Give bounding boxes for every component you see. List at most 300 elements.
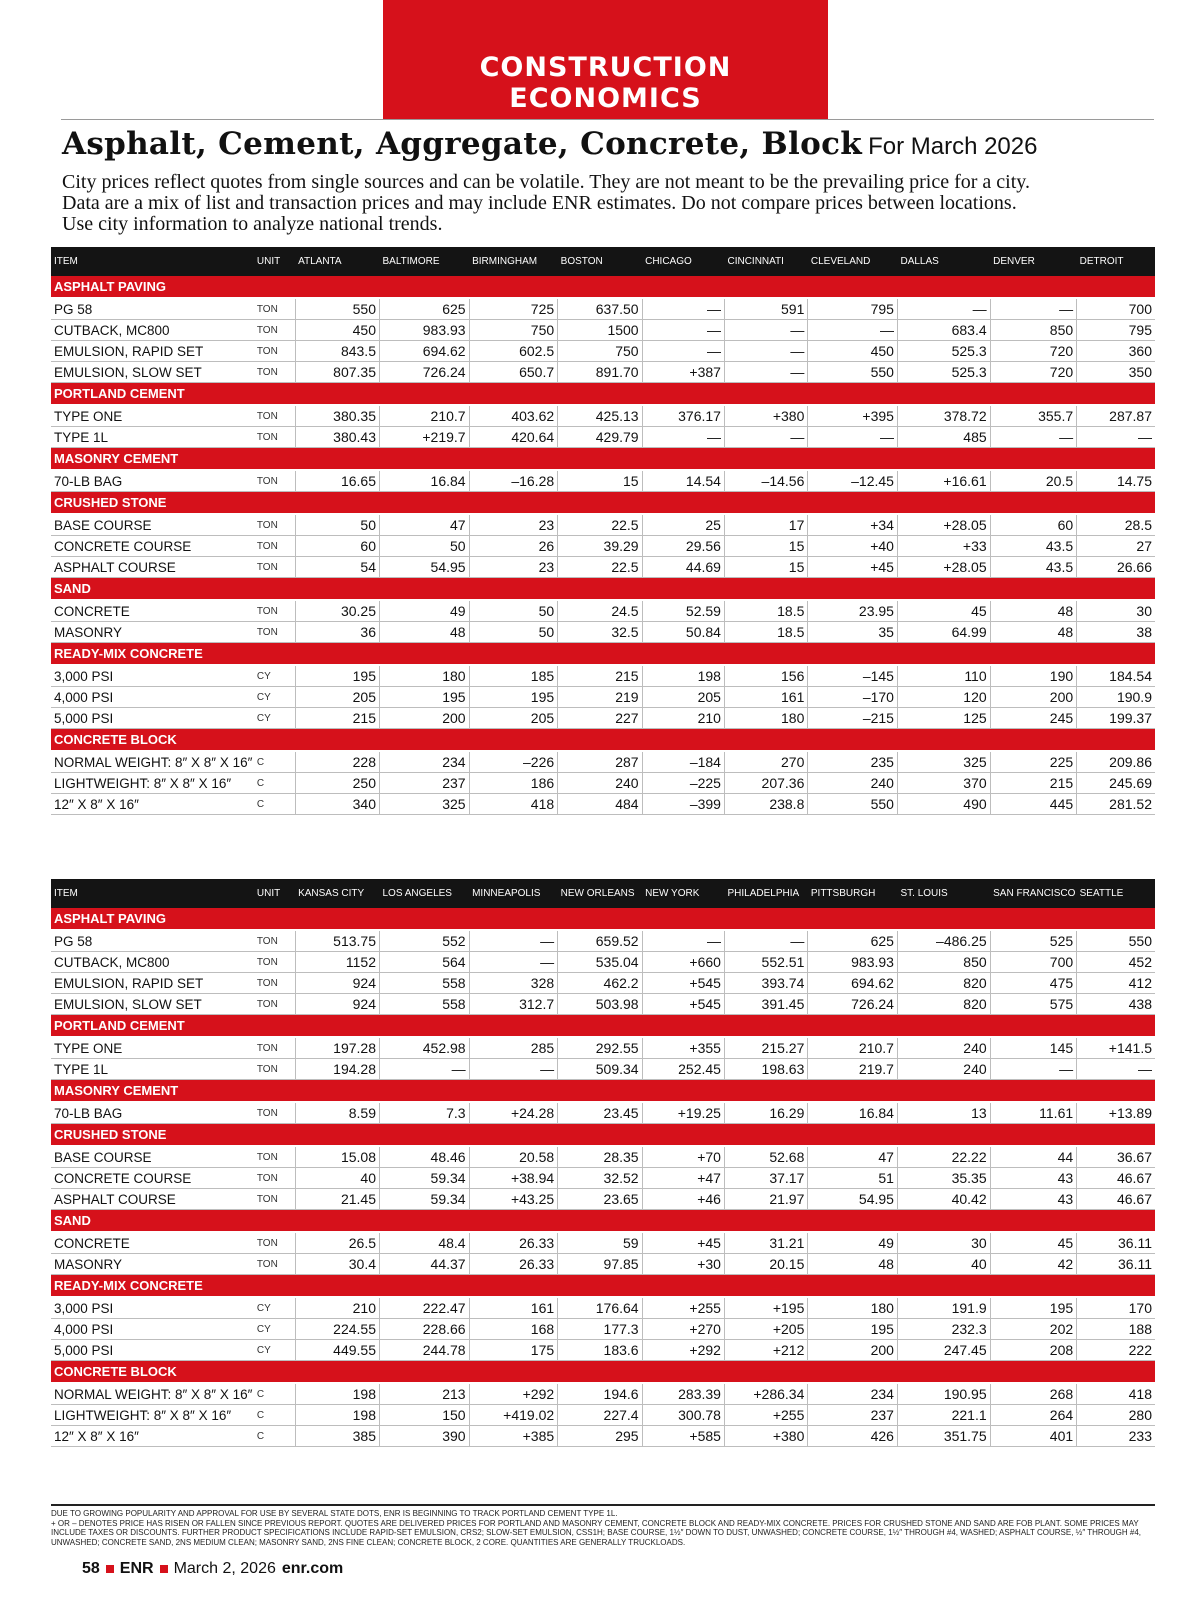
table-row [51,362,1155,383]
section-header-row [51,908,1155,930]
price-cell: 190.95 [897,1383,990,1405]
unit-cell: TON [254,536,295,557]
column-header-city: NEW ORLEANS [558,879,642,908]
price-cell: 44 [990,1146,1077,1168]
price-cell: +380 [724,1426,807,1447]
price-cell: 720 [990,362,1077,383]
price-cell: 48 [808,1254,898,1275]
price-cell: 350 [1077,362,1155,383]
price-cell: 23.65 [558,1189,642,1210]
price-cell: 215 [990,773,1077,794]
price-cell: 452.98 [380,1037,470,1059]
price-cell: — [1077,427,1155,448]
price-cell: 60 [295,536,379,557]
price-cell: 20.58 [469,1146,558,1168]
item-name: CONCRETE COURSE [51,536,254,557]
price-cell: 199.37 [1077,708,1155,729]
brand-name: ENR [119,1560,154,1577]
price-cell: 195 [295,665,379,687]
price-cell: 245.69 [1077,773,1155,794]
item-name: BASE COURSE [51,1146,254,1168]
price-cell: +40 [808,536,898,557]
price-cell: 23.45 [558,1102,642,1124]
price-cell: 370 [897,773,990,794]
price-cell: 15 [724,536,807,557]
price-cell: +387 [642,362,724,383]
price-cell: 420.64 [469,427,558,448]
unit-cell: TON [254,952,295,973]
price-cell: 325 [897,751,990,773]
price-cell: +212 [724,1340,807,1361]
item-name: 4,000 PSI [51,687,254,708]
section-header-row [51,1015,1155,1038]
price-cell: 59 [558,1232,642,1254]
item-name: 5,000 PSI [51,708,254,729]
page-title [62,126,1037,162]
price-cell: 194.6 [558,1383,642,1405]
price-cell: 170 [1077,1297,1155,1319]
column-header-city: KANSAS CITY [295,879,379,908]
price-cell: — [469,930,558,952]
price-cell: 750 [558,341,642,362]
unit-cell: TON [254,600,295,622]
price-cell: 237 [808,1405,898,1426]
column-header-city: BOSTON [558,247,642,276]
section-title: SAND [51,1210,1155,1233]
unit-cell: TON [254,298,295,320]
price-cell: 45 [897,600,990,622]
price-cell: 650.7 [469,362,558,383]
price-cell: +419.02 [469,1405,558,1426]
section-header-row [51,276,1155,298]
price-cell: 50.84 [642,622,724,643]
price-cell: 412 [1077,973,1155,994]
price-cell: 924 [295,973,379,994]
price-table-1 [51,247,1155,815]
price-cell: 207.36 [724,773,807,794]
unit-cell: TON [254,1254,295,1275]
price-cell: –225 [642,773,724,794]
price-cell: 202 [990,1319,1077,1340]
price-cell: 224.55 [295,1319,379,1340]
price-cell: 525.3 [897,362,990,383]
website-link[interactable]: enr.com [281,1560,344,1577]
price-cell: 924 [295,994,379,1015]
price-cell: 48.4 [380,1232,470,1254]
unit-cell: TON [254,1059,295,1080]
table-row [51,1297,1155,1319]
price-cell: –14.56 [724,470,807,492]
price-cell: 227 [558,708,642,729]
item-name: MASONRY [51,622,254,643]
item-name: NORMAL WEIGHT: 8″ X 8″ X 16″ [51,1383,254,1405]
column-header-city: CINCINNATI [724,247,807,276]
price-cell: 52.59 [642,600,724,622]
price-cell: 23 [469,514,558,536]
price-cell: 198.63 [724,1059,807,1080]
price-cell: 550 [808,794,898,815]
price-cell: 198 [295,1383,379,1405]
price-cell: 22.5 [558,557,642,578]
price-cell: 558 [380,994,470,1015]
price-cell: 385 [295,1426,379,1447]
price-cell: +545 [642,994,724,1015]
table-row [51,1059,1155,1080]
price-cell: 200 [380,708,470,729]
table-row [51,427,1155,448]
section-title: READY-MIX CONCRETE [51,643,1155,666]
price-cell: +46 [642,1189,724,1210]
title-date: For March 2026 [868,133,1038,160]
column-header-unit: UNIT [254,247,295,276]
price-cell: 213 [380,1383,470,1405]
issue-date: March 2, 2026 [173,1560,276,1577]
section-header-row [51,1275,1155,1298]
price-cell: 43.5 [990,536,1077,557]
intro-line: Data are a mix of list and transaction prices and may include ENR estimates. Do not compare prices between locations. [62,192,1017,214]
table-row [51,1146,1155,1168]
price-cell: 391.45 [724,994,807,1015]
header-rule [61,119,1154,120]
price-cell: 48 [380,622,470,643]
price-cell: 26.33 [469,1232,558,1254]
section-title: ASPHALT PAVING [51,276,1155,298]
price-cell: 54.95 [808,1189,898,1210]
table-row [51,1319,1155,1340]
price-cell: 64.99 [897,622,990,643]
price-cell: 32.52 [558,1168,642,1189]
price-cell: +219.7 [380,427,470,448]
item-name: ASPHALT COURSE [51,1189,254,1210]
price-cell: +28.05 [897,514,990,536]
unit-cell: CY [254,687,295,708]
price-cell: 637.50 [558,298,642,320]
price-cell: +255 [724,1405,807,1426]
price-cell: 46.67 [1077,1189,1155,1210]
price-cell: 50 [295,514,379,536]
price-cell: 281.52 [1077,794,1155,815]
price-cell: 240 [558,773,642,794]
price-cell: 200 [808,1340,898,1361]
price-cell: +255 [642,1297,724,1319]
table-row [51,557,1155,578]
item-name: MASONRY [51,1254,254,1275]
price-cell: — [897,298,990,320]
intro-line: City prices reflect quotes from single sources and can be volatile. They are not meant to be the prevailing price for a city. [62,171,1030,193]
table-row [51,405,1155,427]
section-title: SAND [51,578,1155,601]
price-cell: 7.3 [380,1102,470,1124]
price-cell: 18.5 [724,600,807,622]
price-cell: 32.5 [558,622,642,643]
price-cell: 450 [808,341,898,362]
price-cell: 228.66 [380,1319,470,1340]
page-footer [82,1560,343,1578]
price-cell: 426 [808,1426,898,1447]
price-cell: 283.39 [642,1383,724,1405]
price-cell: — [724,341,807,362]
price-cell: 418 [469,794,558,815]
price-cell: 820 [897,973,990,994]
price-cell: — [990,298,1077,320]
table-row [51,773,1155,794]
price-cell: +19.25 [642,1102,724,1124]
price-cell: +395 [808,405,898,427]
price-cell: 525 [990,930,1077,952]
unit-cell: TON [254,557,295,578]
price-cell: 36.67 [1077,1146,1155,1168]
price-cell: 525.3 [897,341,990,362]
item-name: 3,000 PSI [51,1297,254,1319]
section-title: MASONRY CEMENT [51,1080,1155,1103]
price-cell: 535.04 [558,952,642,973]
price-cell: 425.13 [558,405,642,427]
price-cell: 42 [990,1254,1077,1275]
item-name: LIGHTWEIGHT: 8″ X 8″ X 16″ [51,773,254,794]
price-cell: 209.86 [1077,751,1155,773]
table-row [51,952,1155,973]
column-header-city: MINNEAPOLIS [469,879,558,908]
price-cell: 264 [990,1405,1077,1426]
intro-text [62,172,1162,235]
price-cell: — [808,427,898,448]
price-cell: 401 [990,1426,1077,1447]
price-cell: 145 [990,1037,1077,1059]
price-cell: 40 [295,1168,379,1189]
unit-cell: C [254,1405,295,1426]
item-name: 4,000 PSI [51,1319,254,1340]
price-cell: 43.5 [990,557,1077,578]
price-cell: 452 [1077,952,1155,973]
item-name: CONCRETE [51,600,254,622]
price-cell: 240 [808,773,898,794]
price-cell: 48.46 [380,1146,470,1168]
section-title: CRUSHED STONE [51,492,1155,515]
price-cell: — [642,427,724,448]
item-name: EMULSION, SLOW SET [51,362,254,383]
price-cell: 205 [469,708,558,729]
price-cell: 180 [724,708,807,729]
price-cell: 700 [1077,298,1155,320]
price-cell: 509.34 [558,1059,642,1080]
price-cell: +585 [642,1426,724,1447]
price-cell: 280 [1077,1405,1155,1426]
price-cell: 195 [990,1297,1077,1319]
price-cell: 292.55 [558,1037,642,1059]
price-cell: 378.72 [897,405,990,427]
price-cell: 45 [990,1232,1077,1254]
price-cell: 20.15 [724,1254,807,1275]
price-cell: 215.27 [724,1037,807,1059]
price-cell: 54.95 [380,557,470,578]
price-cell: 450 [295,320,379,341]
price-cell: +141.5 [1077,1037,1155,1059]
price-cell: 312.7 [469,994,558,1015]
section-header-row [51,643,1155,666]
section-title: PORTLAND CEMENT [51,383,1155,406]
price-cell: 1152 [295,952,379,973]
price-cell: 376.17 [642,405,724,427]
table-row [51,514,1155,536]
price-cell: 186 [469,773,558,794]
unit-cell: TON [254,1232,295,1254]
price-cell: 393.74 [724,973,807,994]
price-cell: +385 [469,1426,558,1447]
item-name: CUTBACK, MC800 [51,952,254,973]
unit-cell: CY [254,1319,295,1340]
price-cell: 17 [724,514,807,536]
table-row [51,708,1155,729]
unit-cell: TON [254,514,295,536]
price-cell: 240 [897,1059,990,1080]
section-header-row [51,1124,1155,1147]
price-cell: 285 [469,1037,558,1059]
column-header-city: DALLAS [897,247,990,276]
table-header-row [51,247,1155,276]
price-cell: 49 [808,1232,898,1254]
price-cell: 287 [558,751,642,773]
table-row [51,1037,1155,1059]
unit-cell: C [254,1383,295,1405]
price-cell: 222 [1077,1340,1155,1361]
price-cell: 390 [380,1426,470,1447]
price-cell: 983.93 [380,320,470,341]
item-name: 12″ X 8″ X 16″ [51,794,254,815]
price-cell: +660 [642,952,724,973]
unit-cell: C [254,794,295,815]
column-header-item: ITEM [51,879,254,908]
section-banner [383,0,828,120]
unit-cell: TON [254,341,295,362]
column-header-city: BALTIMORE [380,247,470,276]
table-row [51,794,1155,815]
price-cell: 726.24 [808,994,898,1015]
table-row [51,470,1155,492]
item-name: 12″ X 8″ X 16″ [51,1426,254,1447]
item-name: CONCRETE COURSE [51,1168,254,1189]
price-cell: 215 [558,665,642,687]
price-cell: +30 [642,1254,724,1275]
item-name: 3,000 PSI [51,665,254,687]
price-cell: 190.9 [1077,687,1155,708]
price-cell: 20.5 [990,470,1077,492]
table-row [51,1383,1155,1405]
price-cell: 49 [380,600,470,622]
price-cell: 215 [295,708,379,729]
price-cell: — [724,362,807,383]
price-cell: 43 [990,1189,1077,1210]
price-cell: +28.05 [897,557,990,578]
price-cell: 726.24 [380,362,470,383]
price-cell: 252.45 [642,1059,724,1080]
price-cell: 247.45 [897,1340,990,1361]
price-cell: 35 [808,622,898,643]
column-header-city: PHILADELPHIA [724,879,807,908]
price-cell: 380.43 [295,427,379,448]
price-cell: 97.85 [558,1254,642,1275]
price-cell: 328 [469,973,558,994]
price-cell: 28.35 [558,1146,642,1168]
price-cell: 1500 [558,320,642,341]
price-cell: +270 [642,1319,724,1340]
column-header-city: CHICAGO [642,247,724,276]
price-cell: 625 [808,930,898,952]
price-cell: 807.35 [295,362,379,383]
price-cell: –12.45 [808,470,898,492]
item-name: TYPE ONE [51,1037,254,1059]
price-cell: 219.7 [808,1059,898,1080]
table-row [51,622,1155,643]
table-row [51,1102,1155,1124]
price-cell: 31.21 [724,1232,807,1254]
price-cell: 21.45 [295,1189,379,1210]
price-cell: 720 [990,341,1077,362]
unit-cell: C [254,773,295,794]
price-cell: 21.97 [724,1189,807,1210]
price-cell: 983.93 [808,952,898,973]
price-cell: 59.34 [380,1189,470,1210]
price-cell: 550 [808,362,898,383]
price-cell: 156 [724,665,807,687]
price-cell: –486.25 [897,930,990,952]
price-cell: 120 [897,687,990,708]
price-cell: 26 [469,536,558,557]
price-cell: 28.5 [1077,514,1155,536]
item-name: NORMAL WEIGHT: 8″ X 8″ X 16″ [51,751,254,773]
price-cell: –215 [808,708,898,729]
price-cell: 429.79 [558,427,642,448]
price-cell: –226 [469,751,558,773]
section-header-row [51,1361,1155,1384]
price-cell: 15.08 [295,1146,379,1168]
price-cell: +292 [469,1383,558,1405]
price-cell: 15 [724,557,807,578]
price-cell: 16.29 [724,1102,807,1124]
price-cell: 48 [990,600,1077,622]
price-table-2 [51,879,1155,1447]
price-cell: 850 [990,320,1077,341]
price-cell: 36.11 [1077,1232,1155,1254]
price-cell: — [990,1059,1077,1080]
column-header-city: LOS ANGELES [380,879,470,908]
price-cell: 725 [469,298,558,320]
price-cell: –16.28 [469,470,558,492]
price-cell: 50 [469,622,558,643]
price-cell: 198 [295,1405,379,1426]
price-cell: 208 [990,1340,1077,1361]
price-cell: 23 [469,557,558,578]
price-cell: 210 [295,1297,379,1319]
price-cell: 50 [380,536,470,557]
item-name: PG 58 [51,298,254,320]
price-cell: 161 [469,1297,558,1319]
table-row [51,1340,1155,1361]
table-row [51,320,1155,341]
column-header-city: PITTSBURGH [808,879,898,908]
price-cell: 552.51 [724,952,807,973]
unit-cell: TON [254,470,295,492]
price-cell: 54 [295,557,379,578]
price-cell: 59.34 [380,1168,470,1189]
price-cell: 16.84 [380,470,470,492]
price-cell: 26.66 [1077,557,1155,578]
price-cell: 694.62 [380,341,470,362]
price-cell: 240 [897,1037,990,1059]
column-header-unit: UNIT [254,879,295,908]
price-cell: +292 [642,1340,724,1361]
price-cell: 40 [897,1254,990,1275]
price-cell: 39.29 [558,536,642,557]
